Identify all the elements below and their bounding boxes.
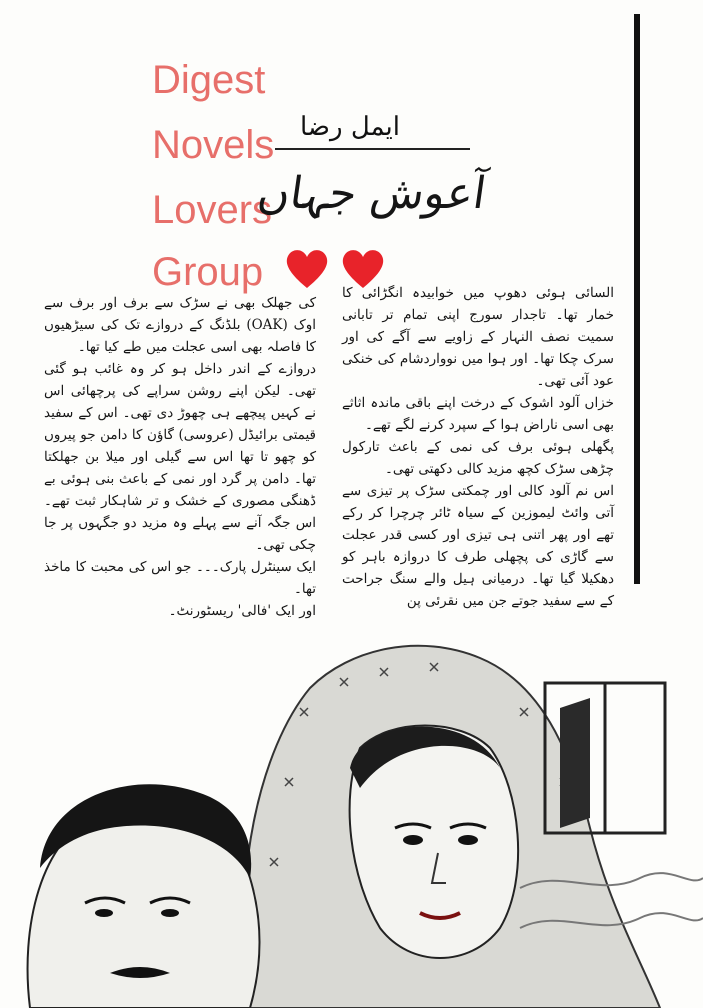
text-column-left [44, 292, 316, 622]
author-name: ایمل رضا [300, 112, 401, 142]
paragraph: ایک سینٹرل پارک۔۔۔ جو اس کی محبت کا ماخذ تھا۔ [44, 559, 316, 597]
couple-illustration [0, 628, 703, 1008]
paragraph: پگھلی ہوئی برف کی نمی کے باعث تارکول چڑھی سڑک کچھ مزید کالی دکھتی تھی۔ [342, 439, 614, 477]
watermark-line-4: Group [152, 250, 264, 294]
paragraph: خزاں آلود اشوک کے درخت اپنے باقی ماندہ اثاثے بھی اسی ناراض ہوا کے سپرد کرنے لگے تھے۔ [342, 395, 614, 433]
watermark-line-1: Digest [152, 58, 266, 102]
page-edge-bar [634, 14, 640, 584]
paragraph: دروازے کے اندر داخل ہو کر وہ غائب ہو گئی تھی۔ لیکن اپنے روشن سراپے کی پرچھائی اس نے کہیں پیچھے ہی چھوڑ دی تھی۔ اس کے سفید قیمتی برائیڈل (عروسی) گاؤن کا دامن جو پیروں کو چھو تا تھا اس سے گیلی اور میلا بن جھلکتا تھا۔ دامن پر گرد اور نمی کے باعث بنی ہوئی بے ڈھنگی مصوری کے خشک و تر شاہکار ثبت تھے۔ اس جگہ آنے سے پہلے وہ مزید دو جگہوں پر جا چکی تھی۔ [44, 361, 316, 553]
watermark-line-2: Novels [152, 123, 275, 167]
story-title: آعوش جہاں [254, 168, 490, 219]
paragraph: کی جھلک بھی نے سڑک سے برف اور برف سے اوک (OAK) بلڈنگ کے دروازے تک کی سیڑھیوں کا فاصلہ بھی اسی عجلت میں طے کیا تھا۔ [44, 295, 316, 355]
heart-icon [284, 246, 330, 290]
text-column-right [342, 282, 614, 612]
paragraph: السائی ہوئی دھوپ میں خوابیدہ انگڑائی کا خمار تھا۔ تاجدار سورج اپنی تمام تر تابانی سمیت نصف النہار کے زاویے سے آگے کی اور سرک چکا تھا۔ اور ہوا میں نوواردشام کی خنکی عود آئی تھی۔ [342, 285, 614, 389]
paragraph: اس نم آلود کالی اور چمکتی سڑک پر تیزی سے آتی وائٹ لیموزین کے سیاہ ٹائر چرچرا کر رکے تھے اور پھر اتنی ہی تیزی اور کسی قدر عجلت سے گاڑی کی پچھلی طرف کا دروازہ باہر کو دھکیلا گیا تھا۔ درمیانی ہیل والے سنگ جراحت کے سے سفید جوتے جن میں نقرئی پن [342, 483, 614, 609]
title-rule [275, 148, 470, 150]
watermark-line-3: Lovers [152, 188, 273, 232]
paragraph: اور ایک 'فالی' ریسٹورنٹ۔ [168, 603, 316, 619]
